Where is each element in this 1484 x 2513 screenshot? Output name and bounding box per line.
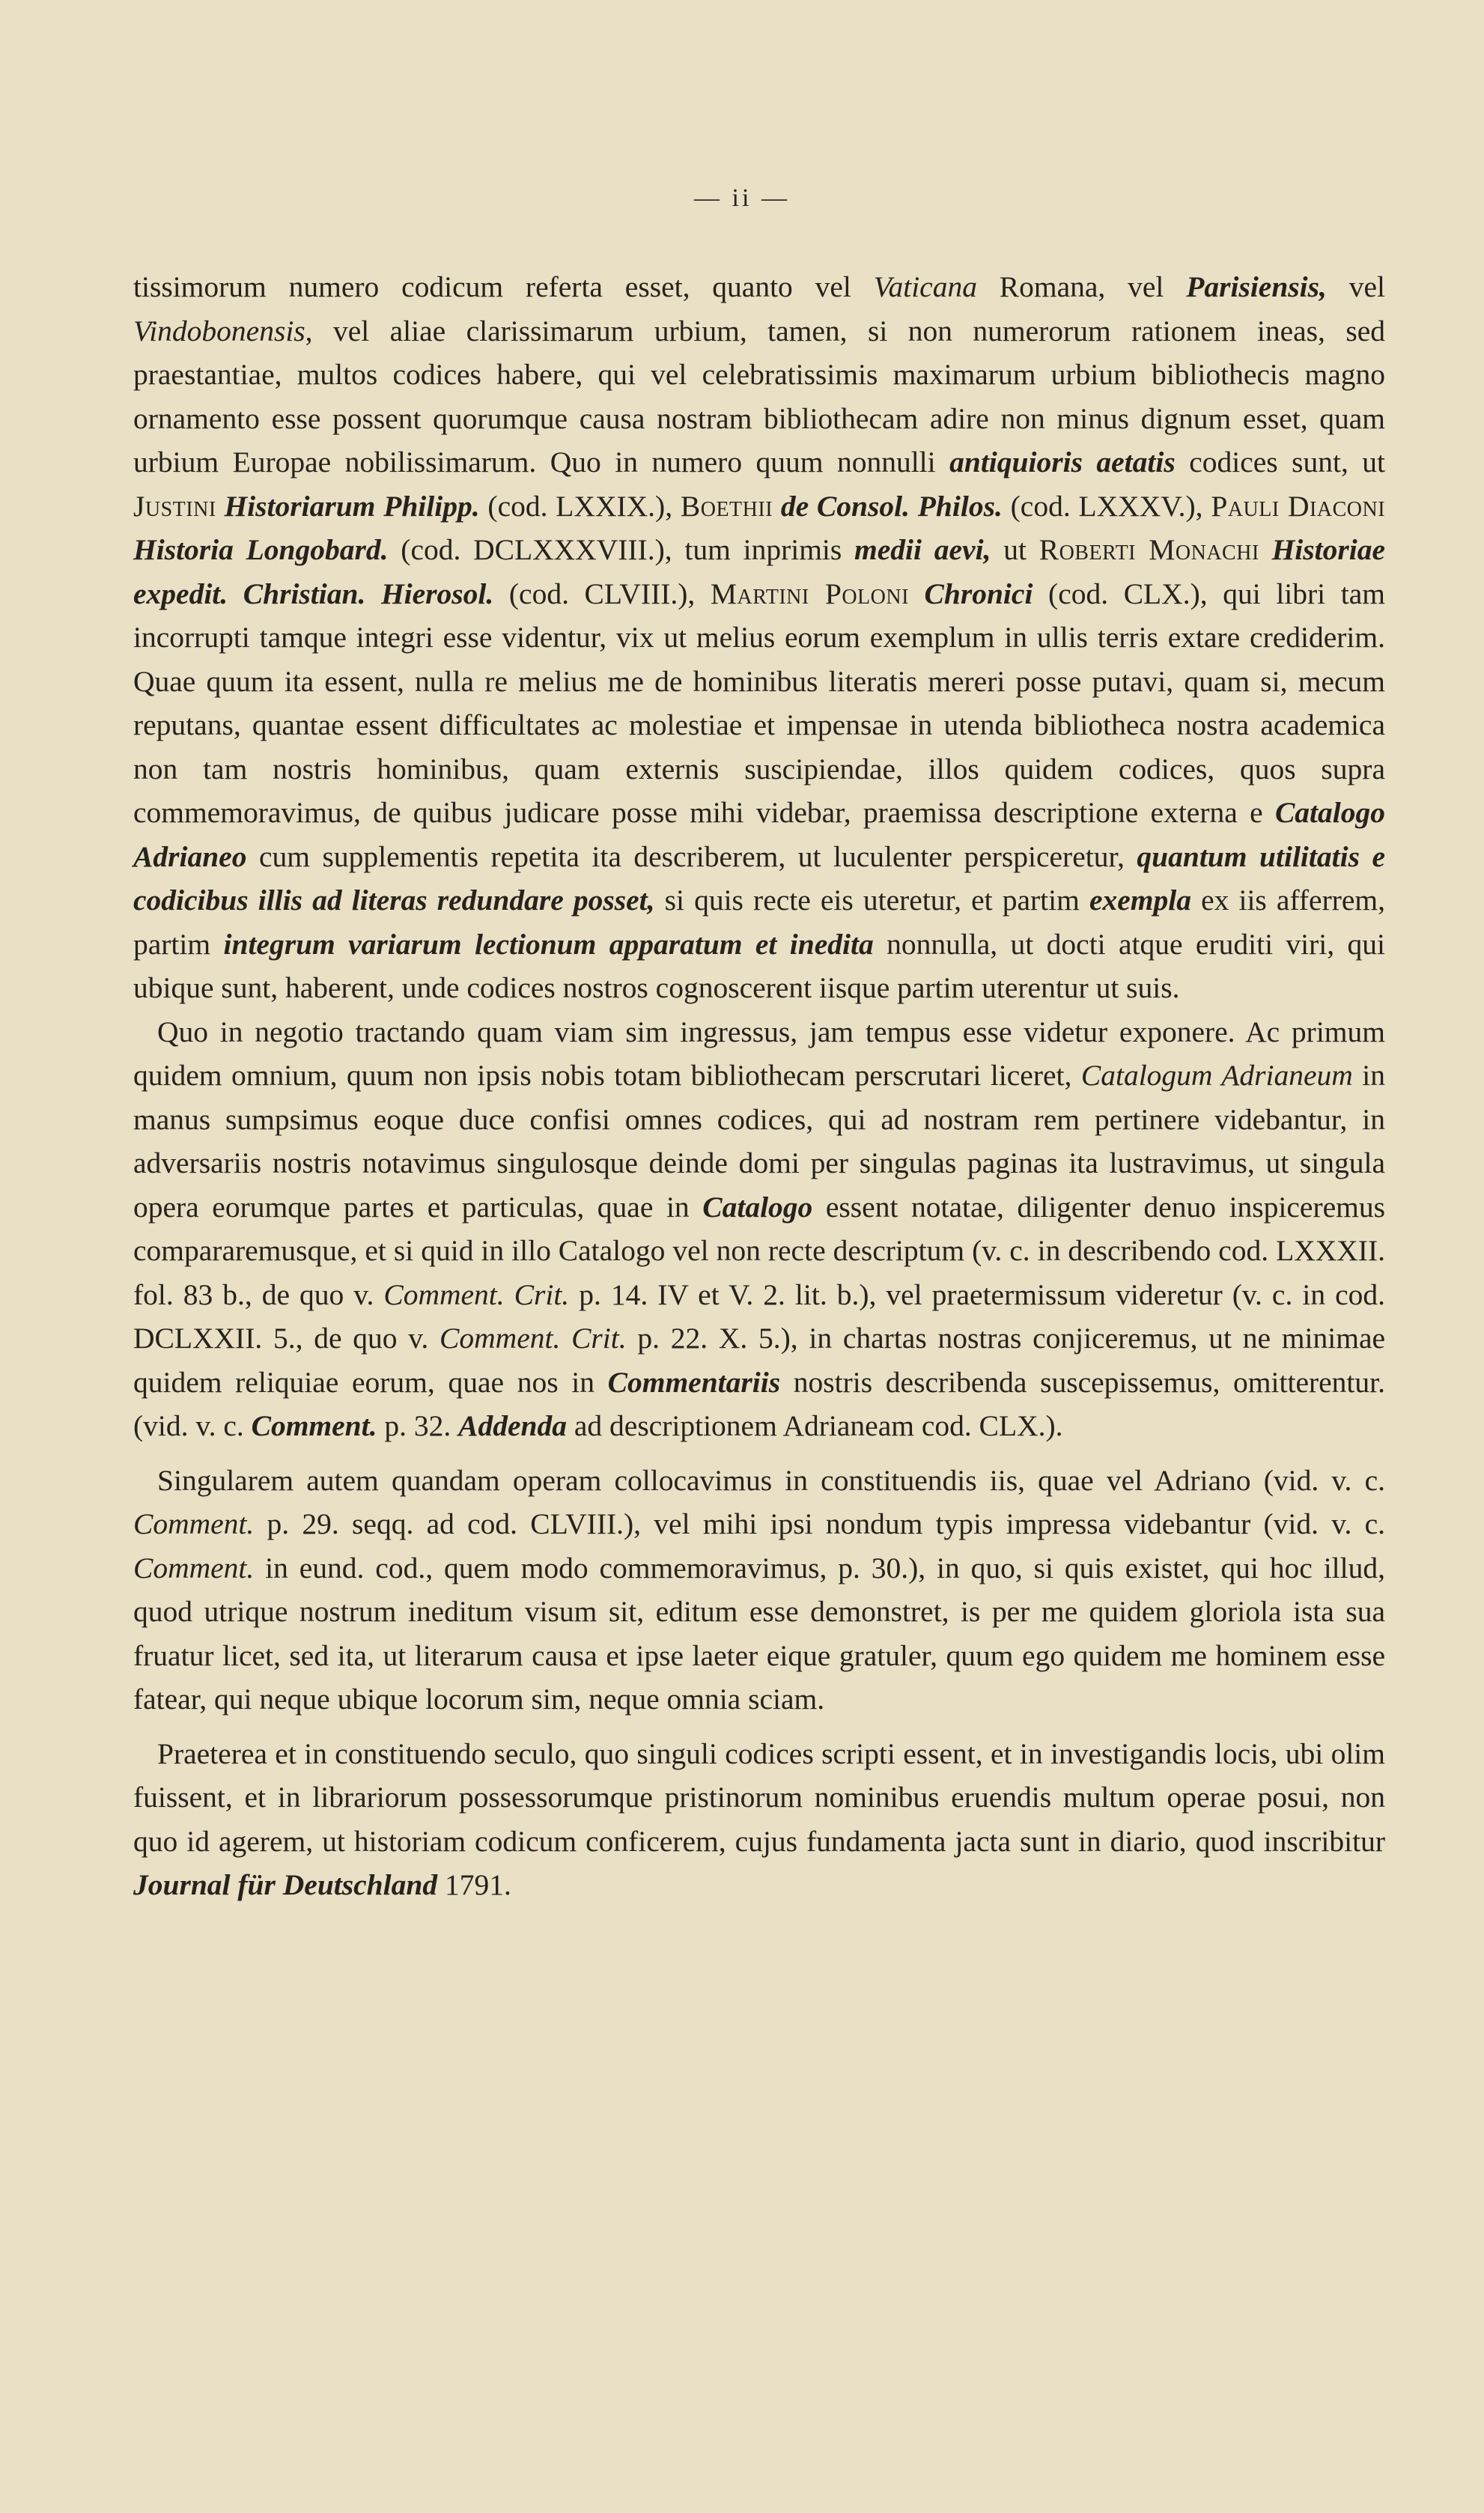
- text-run: nostris describenda suscepissemus, omitterentur. (vid. v. c.: [133, 1365, 1385, 1442]
- text-run: tissimorum numero codicum referta esset, quanto vel: [133, 270, 874, 303]
- text-run: quantum utilitatis e codicibus illis ad literas redundare posset,: [133, 839, 1385, 917]
- text-run: Justini: [133, 489, 216, 523]
- text-run: in manus sumpsimus eoque duce confisi omnes codices, qui ad nostram rem pertinere videbantur, in adversariis nostris notavimus singulosque deinde domi per singulas paginas ita lustravimus, ut singula opera eorumque partes et particulas, quae in: [133, 1059, 1386, 1224]
- text-run: Catalogo Adrianeo: [133, 796, 1385, 873]
- text-run: ad descriptionem Adrianeam cod. CLX.).: [567, 1409, 1063, 1442]
- text-run: Parisiensis,: [1186, 270, 1327, 303]
- paragraph-3: [133, 1459, 1385, 1722]
- text-run: (cod. LXXIX.),: [479, 489, 681, 523]
- text-run: ex iis afferrem, partim: [133, 884, 1386, 961]
- text-run: codices sunt, ut: [1175, 446, 1386, 478]
- text-run: Comment. Crit.: [440, 1322, 627, 1355]
- text-run: [216, 490, 225, 523]
- text-run: de Consol. Philos.: [780, 489, 1003, 523]
- text-run: [909, 577, 925, 610]
- text-run: Addenda: [458, 1409, 567, 1442]
- text-run: Catalogum Adrianeum: [1080, 1059, 1353, 1092]
- text-run: Comment.: [251, 1409, 377, 1442]
- text-run: nonnulla, ut docti atque eruditi viri, qui ubique sunt, haberent, unde codices nostros cognoscerent iisque partim uterentur ut suis.: [133, 927, 1385, 1004]
- text-run: (cod. CLVIII.),: [493, 577, 711, 610]
- paragraph-2: [133, 1010, 1385, 1448]
- text-run: vel: [1326, 270, 1385, 303]
- text-run: Martini Poloni: [710, 577, 909, 610]
- text-run: cum supplementis repetita ita describerem, ut luculenter perspiceretur,: [246, 839, 1137, 873]
- text-run: (cod. DCLXXXVIII.), tum inprimis: [388, 533, 855, 566]
- text-run: Historiarum Philipp.: [224, 489, 480, 523]
- text-run: Commentariis: [607, 1365, 781, 1399]
- text-run: in eund. cod., quem modo commemoravimus, p. 30.), in quo, si quis existet, qui hoc illud, quod utrique nostrum ineditum visum sit, editum esse demonstret, is per me quidem gloriola ista sua fruatur licet, sed ita, ut literarum causa et ipse laeter eique gratuler, quum ego quidem me hominem esse fatear, qui neque ubique locorum sim, neque omnia sciam.: [133, 1551, 1385, 1716]
- text-run: (cod. LXXXV.),: [1002, 489, 1211, 523]
- text-run: Comment.: [133, 1551, 255, 1584]
- text-run: 1791.: [437, 1868, 511, 1901]
- text-run: [1259, 533, 1272, 566]
- text-run: [773, 490, 781, 523]
- text-run: p. 14. IV et V. 2. lit. b.), vel praetermissum videretur (v. c. in cod. DCLXXII. 5., de quo v.: [133, 1277, 1385, 1355]
- text-run: ut: [991, 533, 1039, 566]
- text-run: Vaticana: [873, 270, 977, 303]
- text-run: Chronici: [924, 577, 1033, 610]
- text-run: Praeterea et in constituendo seculo, quo singuli codices scripti essent, et in investigandis locis, ubi olim fuissent, et in librariorum possessorumque pristinorum nominibus eruendis multum operae posui, non quo id agerem, ut historiam codicum conficerem, cujus fundamenta jacta sunt in diario, quod inscribitur: [133, 1736, 1385, 1858]
- text-run: Catalogo: [702, 1190, 813, 1224]
- text-run: p. 29. seqq. ad cod. CLVIII.), vel mihi ipsi nondum typis impressa videbantur (vid. v. c.: [254, 1507, 1385, 1540]
- text-run: Romana, vel: [976, 270, 1187, 303]
- text-run: Comment. Crit.: [383, 1277, 570, 1311]
- text-run: essent notatae, diligenter denuo inspiceremus compararemusque, et si quid in illo Catalogo vel non recte descriptum (v. c. in describendo cod. LXXXII. fol. 83 b., de quo v.: [133, 1190, 1385, 1311]
- text-run: Comment.: [133, 1507, 255, 1540]
- text-run: Historiae expedit. Christian. Hierosol.: [133, 533, 1386, 610]
- text-run: antiquioris aetatis: [949, 446, 1176, 478]
- text-run: Roberti Monachi: [1039, 533, 1259, 566]
- text-run: Singularem autem quandam operam collocavimus in constituendis iis, quae vel Adriano (vid. v. c.: [157, 1463, 1385, 1497]
- text-run: Pauli Diaconi: [1211, 489, 1386, 523]
- text-run: exempla: [1089, 884, 1191, 917]
- paragraph-1: [133, 265, 1385, 1010]
- text-run: Historia Longobard.: [133, 533, 389, 566]
- text-run: (cod. CLX.), qui libri tam incorrupti tamque integri esse videntur, vix ut melius eorum exemplum in ullis terris extare crediderim. Quae quum ita essent, nulla re melius me de hominibus literatis mereri posse putavi, quam si, mecum reputans, quantae essent difficultates ac molestiae et impensae in utenda bibliotheca nostra academica non tam nostris hominibus, quam externis suscipiendae, illos quidem codices, quos supra commemoravimus, de quibus judicare posse mihi videbar, praemissa descriptione externa e: [133, 577, 1385, 829]
- text-run: p. 32.: [377, 1409, 459, 1442]
- text-run: Boethii: [680, 489, 773, 523]
- page-number-header: — ii —: [694, 184, 790, 212]
- text-run: p. 22. X. 5.), in chartas nostras conjiceremus, ut ne minimae quidem reliquiae eorum, quae nos in: [133, 1322, 1386, 1399]
- body-text: [133, 265, 1385, 1907]
- text-run: medii aevi,: [854, 533, 991, 566]
- text-run: Journal für Deutschland: [133, 1868, 438, 1901]
- text-run: Vindobonensis: [133, 314, 305, 347]
- text-run: , vel aliae clarissimarum urbium, tamen, si non numerorum rationem ineas, sed praestantiae, multos codices habere, qui vel celebratissimis maximarum urbium bibliothecis magno ornamento esse possent quorumque causa nostram bibliothecam adire non minus dignum esset, quam urbium Europae nobilissimarum. Quo in numero quum nonnulli: [133, 314, 1385, 478]
- text-run: Quo in negotio tractando quam viam sim ingressus, jam tempus esse videtur exponere. Ac primum quidem omnium, quum non ipsis nobis totam bibliothecam perscrutari liceret,: [133, 1015, 1385, 1092]
- text-run: integrum variarum lectionum apparatum et inedita: [223, 927, 874, 961]
- text-run: si quis recte eis uteretur, et partim: [654, 884, 1089, 917]
- paragraph-4: [133, 1732, 1385, 1907]
